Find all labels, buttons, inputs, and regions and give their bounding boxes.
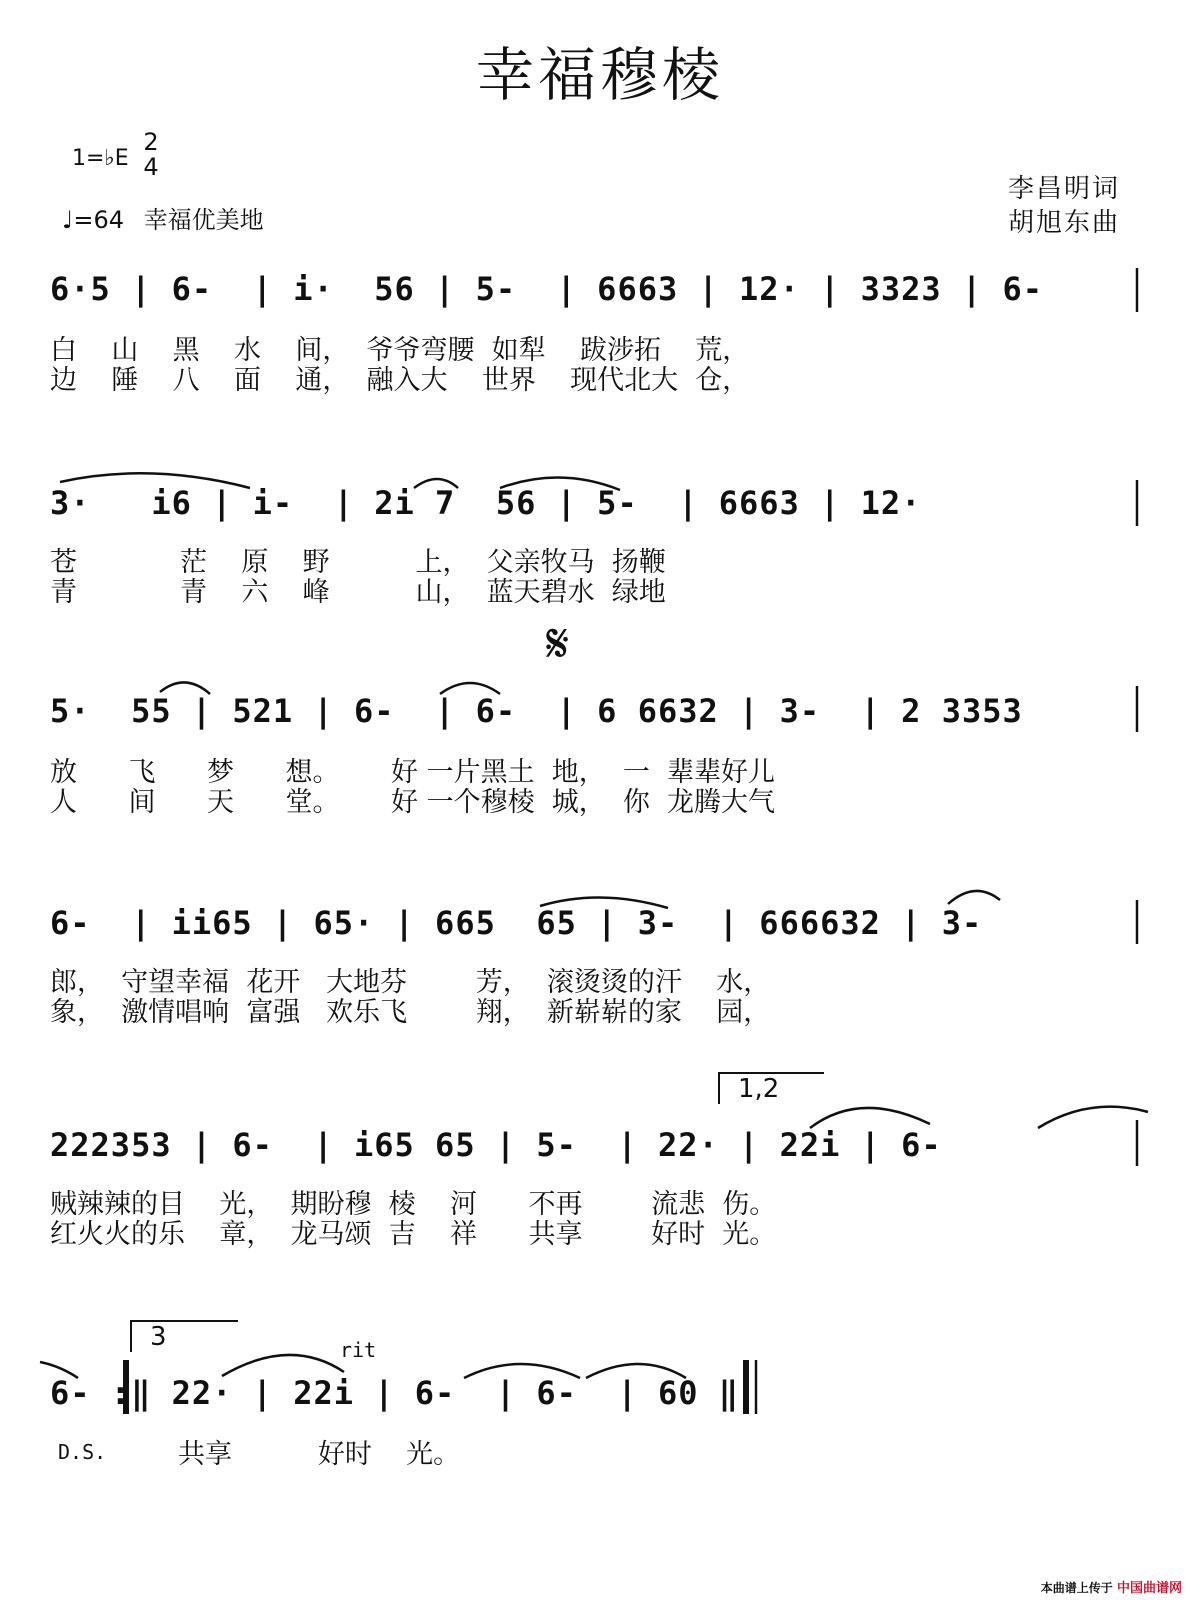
notation-line-2: 3· i6 | i- | 2i 7 56 | 5- | 6663 | 12· xyxy=(50,484,922,522)
lyrics-line-4-verse-1: 郎， 守望幸福 花开 大地芬 芳， 滚烫烫的汗 水， xyxy=(50,967,771,998)
composer-credit: 胡旭东曲 xyxy=(1008,208,1121,238)
lyrics-line-3-verse-1: 放 飞 梦 想。 好 一片黑土 地， 一 辈辈好儿 xyxy=(50,757,776,788)
notation-line-1: 6·5 | 6- | i· 56 | 5- | 6663 | 12· | 3323 | 6- xyxy=(50,270,1044,308)
notation-line-5: 222353 | 6- | i65 65 | 5- | 22· | 22i | 6- xyxy=(50,1126,942,1164)
volta-bracket-1-2 xyxy=(718,1072,824,1104)
notation-line-4: 6- | ii65 | 65· | 665 65 | 3- | 666632 | 3- xyxy=(50,904,983,942)
time-bottom: 4 xyxy=(143,153,159,181)
notation-line-6: 6- :‖ 22· | 22i | 6- | 6- | 60 ‖ xyxy=(50,1374,740,1412)
ritardando-mark: rit xyxy=(340,1338,377,1362)
song-title: 幸福穆棱 xyxy=(475,41,724,109)
tempo-value: =64 xyxy=(73,206,124,234)
tempo-expression: 幸福优美地 xyxy=(143,206,264,234)
lyrics-line-5-verse-2: 红火火的乐 章， 龙马颂 吉 祥 共享 好时 光。 xyxy=(50,1219,777,1250)
notation-line-3: 5· 55 | 521 | 6- | 6- | 6 6632 | 3- | 2 3353 xyxy=(50,692,1023,730)
quarter-note-icon: ♩ xyxy=(62,206,74,234)
lyrics-line-1-verse-2: 边 陲 八 面 通， 融入大 世界 现代北大 仓， xyxy=(50,365,750,396)
lyrics-line-2-verse-2: 青 青 六 峰 山， 蓝天碧水 绿地 xyxy=(50,577,666,608)
volta-label: 1,2 xyxy=(738,1074,780,1104)
source-watermark xyxy=(1041,1577,1182,1596)
lyrics-line-6: 共享 好时 光。 xyxy=(178,1439,461,1470)
dal-segno-mark: D.S. xyxy=(58,1440,107,1464)
lyrics-line-5-verse-1: 贼辣辣的目 光， 期盼穆 棱 河 不再 流悲 伤。 xyxy=(50,1189,777,1220)
lyrics-line-3-verse-2: 人 间 天 堂。 好 一个穆棱 城， 你 龙腾大气 xyxy=(50,787,776,818)
time-top: 2 xyxy=(143,128,159,156)
watermark-brand: 中国曲谱网 xyxy=(1116,1581,1182,1596)
key-signature: 1=♭E xyxy=(72,146,129,171)
volta-label-3: 3 xyxy=(150,1322,167,1352)
lyrics-line-2-verse-1: 苍 茫 原 野 上， 父亲牧马 扬鞭 xyxy=(50,547,666,578)
watermark-prefix: 本曲谱上传于 xyxy=(1040,1581,1113,1595)
lyricist-credit: 李昌明词 xyxy=(1008,174,1121,204)
volta-bracket-3 xyxy=(130,1320,238,1352)
segno-icon: 𝄋 xyxy=(546,612,570,675)
lyrics-line-1-verse-1: 白 山 黑 水 间， 爷爷弯腰 如犁 跋涉拓 荒， xyxy=(50,335,750,366)
lyrics-line-4-verse-2: 象， 激情唱响 富强 欢乐飞 翔， 新崭崭的家 园， xyxy=(50,997,771,1028)
